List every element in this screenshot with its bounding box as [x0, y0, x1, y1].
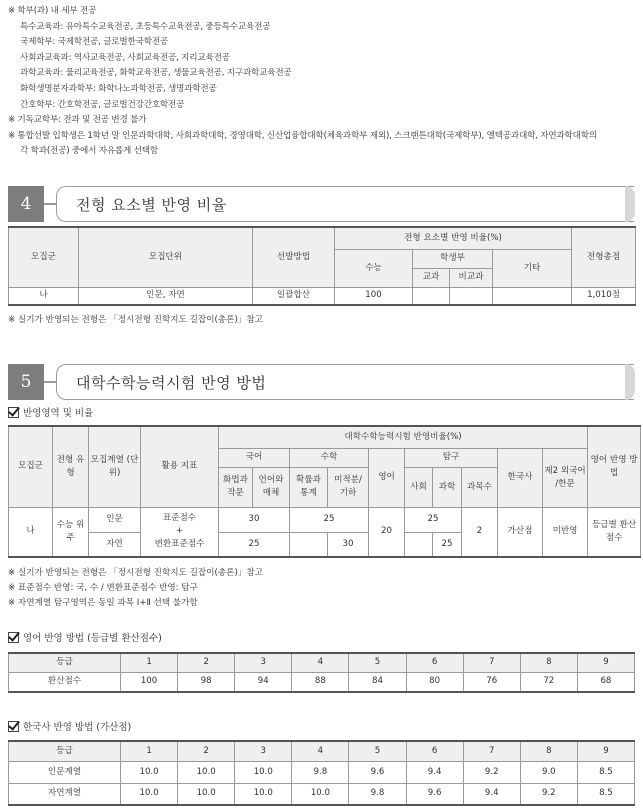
score-cell: 10.0	[121, 761, 178, 783]
score-cell: 94	[235, 672, 292, 692]
header-nonsubject: 비교과	[450, 268, 493, 287]
note-line: 과학교육과: 물리교육전공, 화학교육전공, 생물교육전공, 지구과학교육전공	[20, 68, 292, 79]
checkbox-icon	[8, 632, 19, 643]
note-line: 각 학과(전공) 중에서 자유롭게 선택함	[20, 146, 158, 157]
score-cell: 100	[121, 672, 178, 692]
header-suneung: 수능	[335, 249, 413, 287]
grade-header: 9	[577, 653, 634, 672]
grade-header: 7	[463, 741, 520, 761]
score-cell: 9.4	[406, 761, 463, 783]
score-cell: 9.8	[292, 761, 349, 783]
grade-header: 1	[121, 653, 178, 672]
header-subject: 교과	[413, 268, 450, 287]
note-line: ※ 학부(과) 내 세부 전공	[8, 6, 97, 16]
note-line: 간호학부: 간호학전공, 글로벌건강간호학전공	[20, 99, 185, 110]
grade-header: 6	[406, 741, 463, 761]
note-line: 사회과교육과: 역사교육전공, 사회교육전공, 지리교육전공	[20, 52, 230, 63]
score-cell: 9.0	[520, 761, 577, 783]
score-cell: 9.8	[349, 783, 406, 805]
header-group: 모집군	[9, 227, 79, 287]
grade-header: 1	[121, 741, 178, 761]
score-cell: 9.2	[520, 783, 577, 805]
header-other: 기타	[493, 249, 572, 287]
table-row: 자연 25 30 25	[9, 532, 641, 557]
section-number: 4	[8, 186, 44, 222]
grade-header: 6	[406, 653, 463, 672]
section-4-header	[8, 186, 635, 222]
grade-header: 3	[235, 741, 292, 761]
major-notes	[8, 4, 638, 160]
table-row: 나 수능 위주 인문 표준점수 + 변환표준점수 30 25 20 25 2 가산점 미반영 등급별 환산점수	[9, 507, 641, 532]
score-cell: 84	[349, 672, 406, 692]
grade-header: 7	[463, 653, 520, 672]
section-number: 5	[8, 364, 44, 400]
section-title: 대학수학능력시험 반영 방법	[76, 374, 267, 392]
table-row: 환산점수 100 98 94 88 84 80 76 72 68	[9, 672, 635, 692]
section4-note: ※ 실기가 반영되는 전형은 「정시전형 진학지도 길잡이(총론)」참고	[8, 315, 264, 325]
grade-header: 4	[292, 653, 349, 672]
note-line: 화학생명분자과학부: 화학나노과학전공, 생명과학전공	[20, 83, 217, 94]
english-method-header: 영어 반영 방법 (등급별 환산점수)	[8, 630, 162, 644]
score-cell: 10.0	[292, 783, 349, 805]
score-cell: 9.2	[463, 761, 520, 783]
english-score-table: 등급 1 2 3 4 5 6 7 8 9 환산점수 100 98 94 88 84 80 76 72 68	[8, 652, 635, 693]
grade-header: 2	[178, 741, 235, 761]
score-cell: 80	[406, 672, 463, 692]
score-cell: 76	[463, 672, 520, 692]
score-cell: 8.5	[577, 783, 634, 805]
grade-header: 9	[577, 741, 634, 761]
score-cell: 9.4	[463, 783, 520, 805]
header-method: 선발방법	[253, 227, 335, 287]
grade-header: 2	[178, 653, 235, 672]
grade-header: 3	[235, 653, 292, 672]
section-5-header	[8, 364, 635, 400]
score-cell: 9.6	[349, 761, 406, 783]
score-cell: 10.0	[178, 761, 235, 783]
subsection-ratio-header: 반영영역 및 비율	[8, 405, 93, 419]
score-cell: 88	[292, 672, 349, 692]
grade-header: 5	[349, 741, 406, 761]
header-total: 전형총점	[572, 227, 636, 287]
note-line: 국제학부: 국제학전공, 글로벌한국학전공	[20, 37, 169, 48]
section-title: 전형 요소별 반영 비율	[76, 196, 227, 214]
note-line: ※ 기독교학부: 전과 및 전공 변경 불가	[8, 115, 147, 126]
history-method-header: 한국사 반영 방법 (가산점)	[8, 719, 131, 733]
checkbox-icon	[8, 407, 19, 418]
suneung-ratio-table: 모집군 전형 유형 모집계열 (단위) 활용 지표 대학수학능력시험 반영비율(%) 영어 반영 방법 국어 수학 영어 탐구 한국사 제2 외국어 /한문 화법과 작문 언어와 매체 확률과 통계 미적분/ 기하 사회 과학 과목수 나 수능 위주 인문 표준점수 + 변환표준점수 30 25 20 25 2 가산점 미반영 등급별 환산점수 자연 25 30 25	[8, 425, 641, 558]
score-cell: 68	[577, 672, 634, 692]
score-cell: 9.6	[406, 783, 463, 805]
grade-header: 8	[520, 741, 577, 761]
note-line: ※ 통합선발 입학생은 1학년 말 인문과학대학, 사회과학대학, 경영대학, 신산업융합대학(체육과학부 제외), 스크랜튼대학(국제학부), 엘텍공과대학, 자연과학대학의	[8, 130, 597, 141]
score-cell: 10.0	[121, 783, 178, 805]
table-row: 자연계열 10.0 10.0 10.0 10.0 9.8 9.6 9.4 9.2 8.5	[9, 783, 635, 805]
header-school: 학생부	[413, 249, 493, 268]
history-score-table: 등급 1 2 3 4 5 6 7 8 9 인문계열 10.0 10.0 10.0 9.8 9.6 9.4 9.2 9.0 8.5 자연계열 10.0 10.0 10.0 10.0 9.8 9.6 9.4 9.2 8.5	[8, 740, 635, 806]
table-row: 나 인문, 자연 일괄합산 100 1,010점	[9, 287, 636, 305]
header-unit: 모집단위	[79, 227, 253, 287]
selection-ratio-table	[8, 226, 636, 306]
grade-header: 5	[349, 653, 406, 672]
grade-header: 4	[292, 741, 349, 761]
checkbox-icon	[8, 721, 19, 732]
score-cell: 72	[520, 672, 577, 692]
grade-header: 8	[520, 653, 577, 672]
note-line: 특수교육과: 유아특수교육전공, 초등특수교육전공, 중등특수교육전공	[20, 21, 271, 32]
score-cell: 10.0	[235, 761, 292, 783]
score-cell: 10.0	[178, 783, 235, 805]
score-cell: 98	[178, 672, 235, 692]
table-row: 인문계열 10.0 10.0 10.0 9.8 9.6 9.4 9.2 9.0 8.5	[9, 761, 635, 783]
score-cell: 8.5	[577, 761, 634, 783]
score-cell: 10.0	[235, 783, 292, 805]
header-ratio: 전형 요소별 반영 비율(%)	[335, 227, 572, 249]
